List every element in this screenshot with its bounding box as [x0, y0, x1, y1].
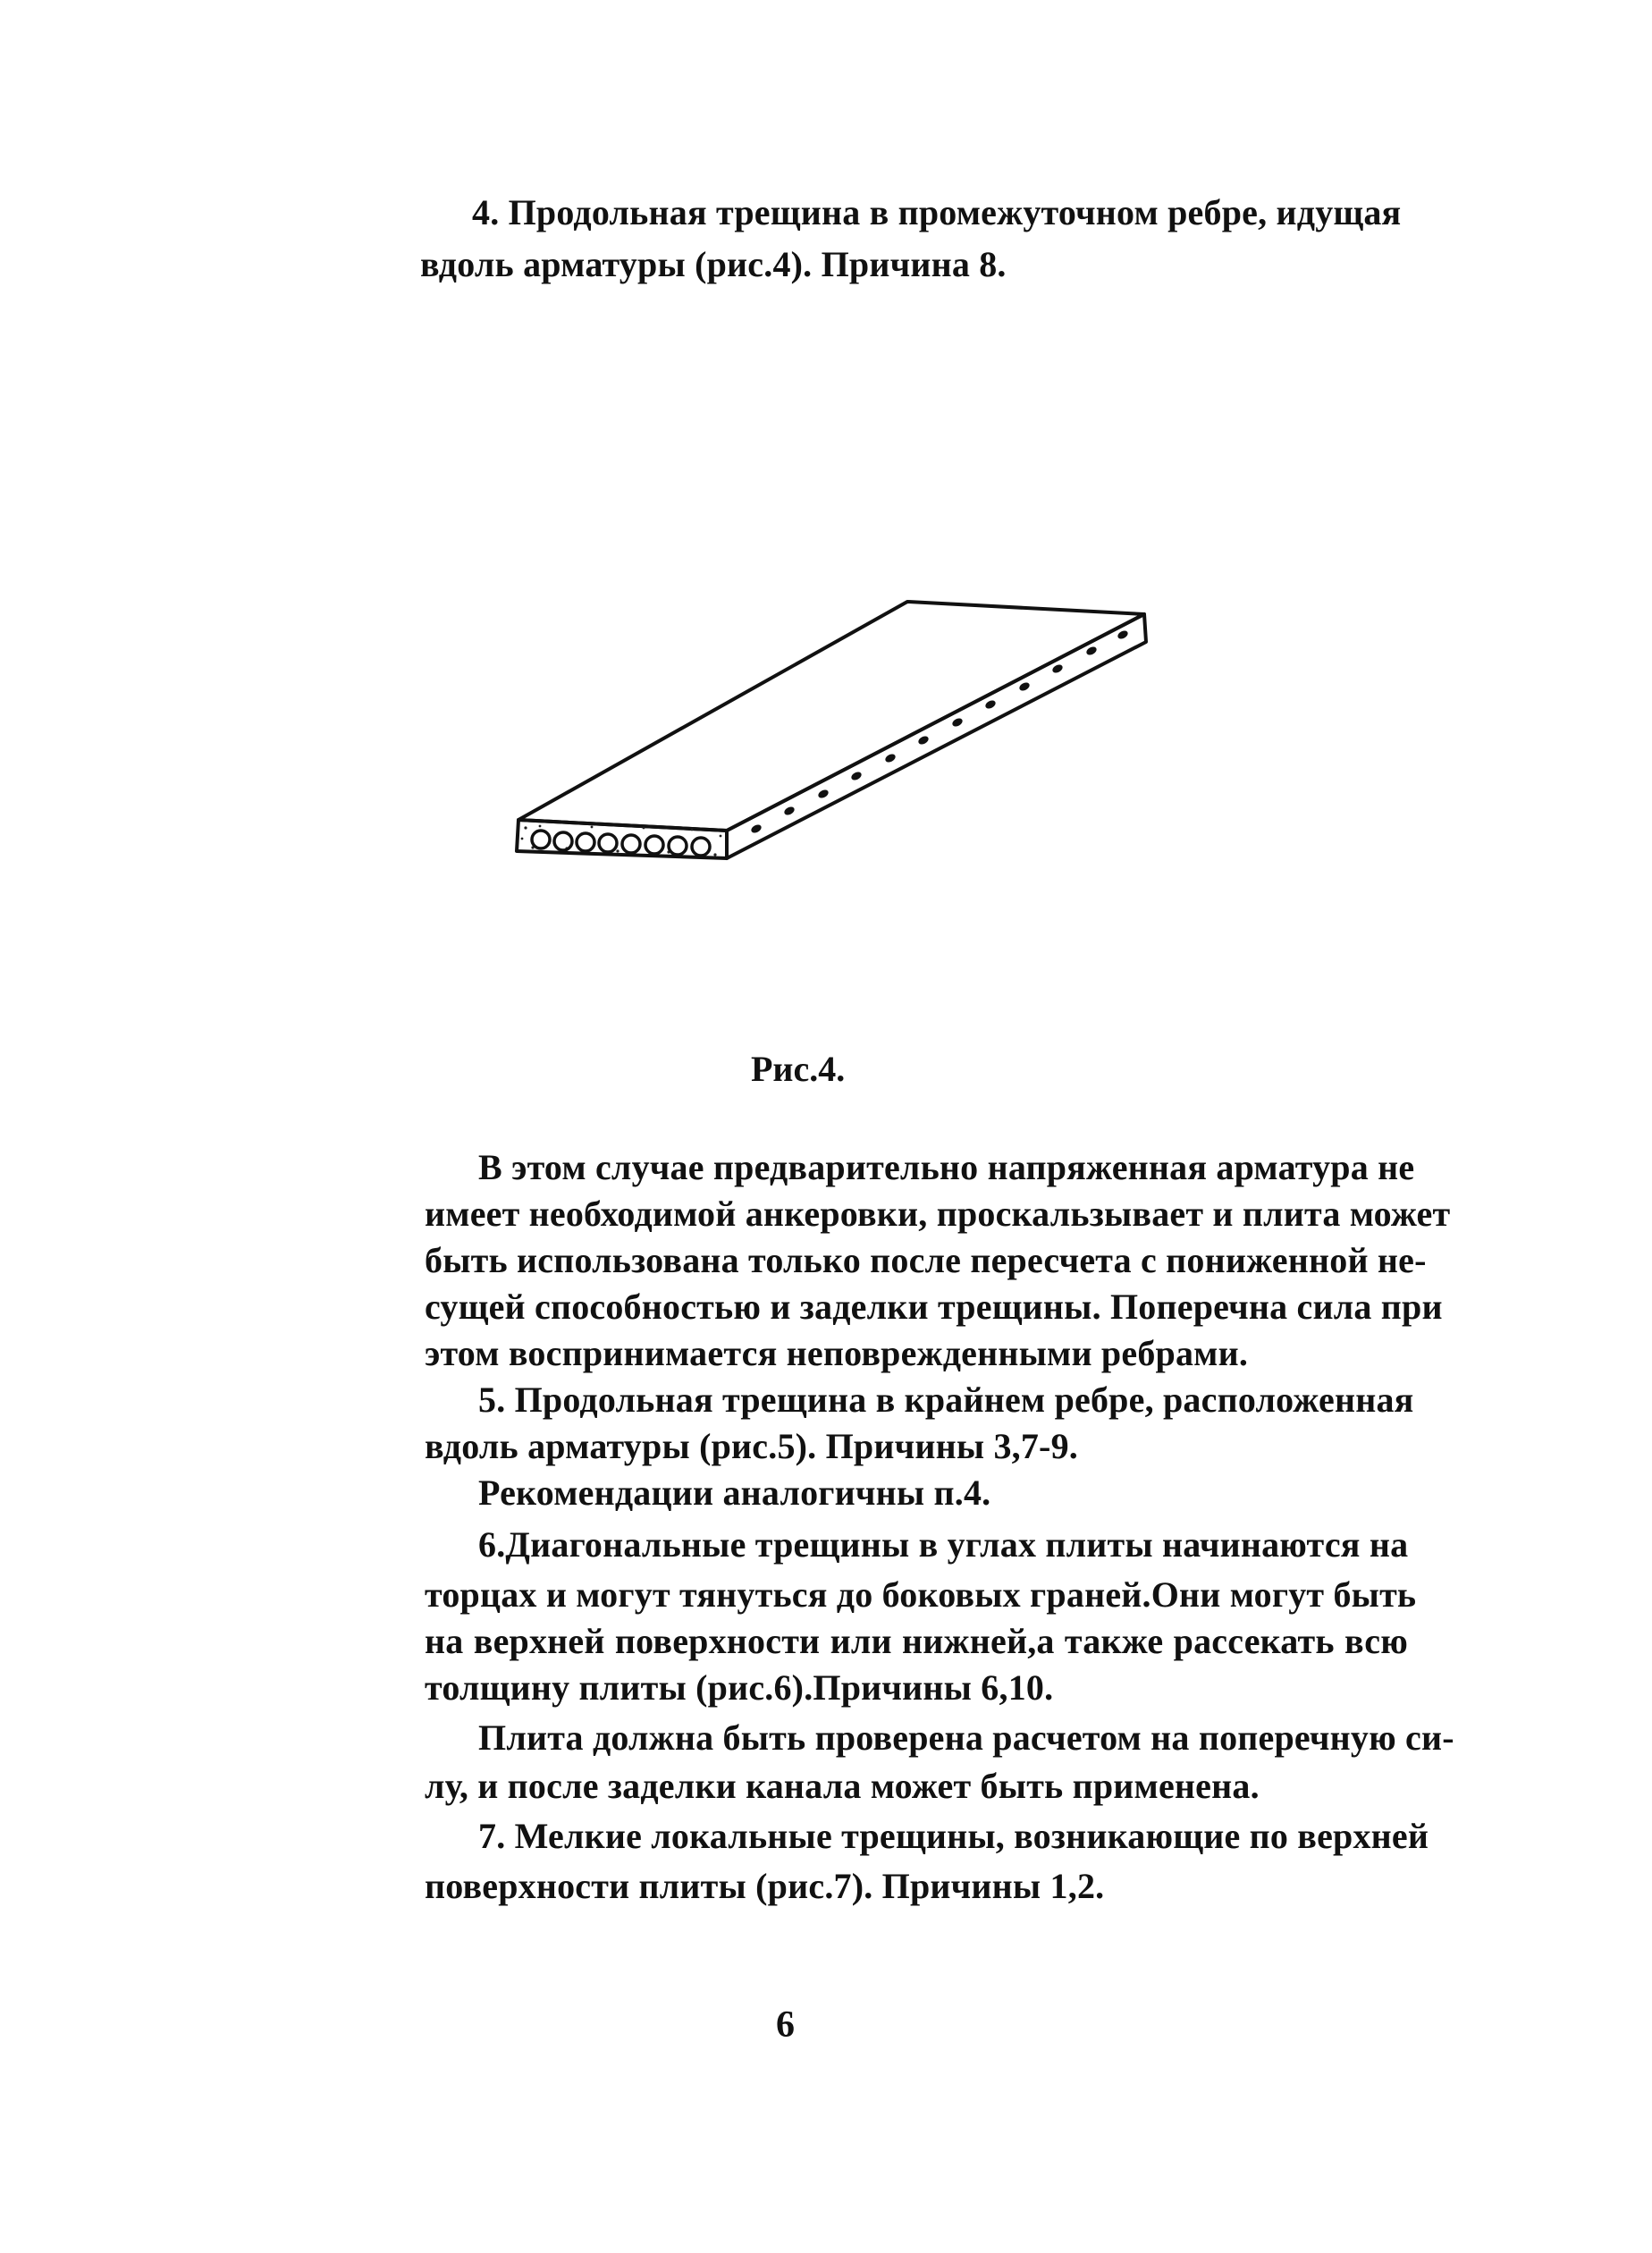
- paragraph-line: этом воспринимается неповрежденными ребрами.: [425, 1333, 1249, 1373]
- paragraph-line: В этом случае предварительно напряженная арматура не: [478, 1147, 1415, 1187]
- slab-top-face: [518, 602, 1144, 831]
- item-6-line-4: толщину плиты (рис.6).Причины 6,10.: [425, 1667, 1054, 1708]
- item-5-line-2: вдоль арматуры (рис.5). Причины 3,7-9.: [425, 1426, 1078, 1466]
- item-6-line-2: торцах и могут тянуться до боковых граней.Они могут быть: [425, 1574, 1417, 1615]
- paragraph-line: сущей способностью и заделки трещины. Поперечна сила при: [425, 1287, 1443, 1327]
- item-4-line-2: вдоль арматуры (рис.4). Причина 8.: [420, 244, 1007, 284]
- item-6-check-line-2: лу, и после заделки канала может быть применена.: [425, 1766, 1260, 1806]
- item-6-line-1: 6.Диагональные трещины в углах плиты начинаются на: [478, 1524, 1409, 1565]
- item-5-line-1: 5. Продольная трещина в крайнем ребре, расположенная: [478, 1380, 1414, 1420]
- item-6-check-line-1: Плита должна быть проверена расчетом на поперечную си-: [478, 1717, 1454, 1758]
- item-7-line-2: поверхности плиты (рис.7). Причины 1,2.: [425, 1866, 1105, 1906]
- paragraph-line: быть использована только после пересчета с пониженной не-: [425, 1240, 1427, 1280]
- item-5-recommendation: Рекомендации аналогичны п.4.: [478, 1472, 991, 1513]
- paragraph-line: имеет необходимой анкеровки, проскальзывает и плита может: [425, 1194, 1451, 1234]
- slab-side-face: [727, 614, 1146, 858]
- page-number: 6: [776, 2004, 795, 2046]
- item-7-line-1: 7. Мелкие локальные трещины, возникающие по верхней: [478, 1816, 1429, 1856]
- item-4-line-1: 4. Продольная трещина в промежуточном ребре, идущая: [472, 192, 1402, 232]
- hollow-core-slab-figure: [501, 590, 1180, 894]
- figure-caption: Рис.4.: [751, 1049, 846, 1089]
- item-6-line-3: на верхней поверхности или нижней,а также рассекать всю: [425, 1621, 1408, 1661]
